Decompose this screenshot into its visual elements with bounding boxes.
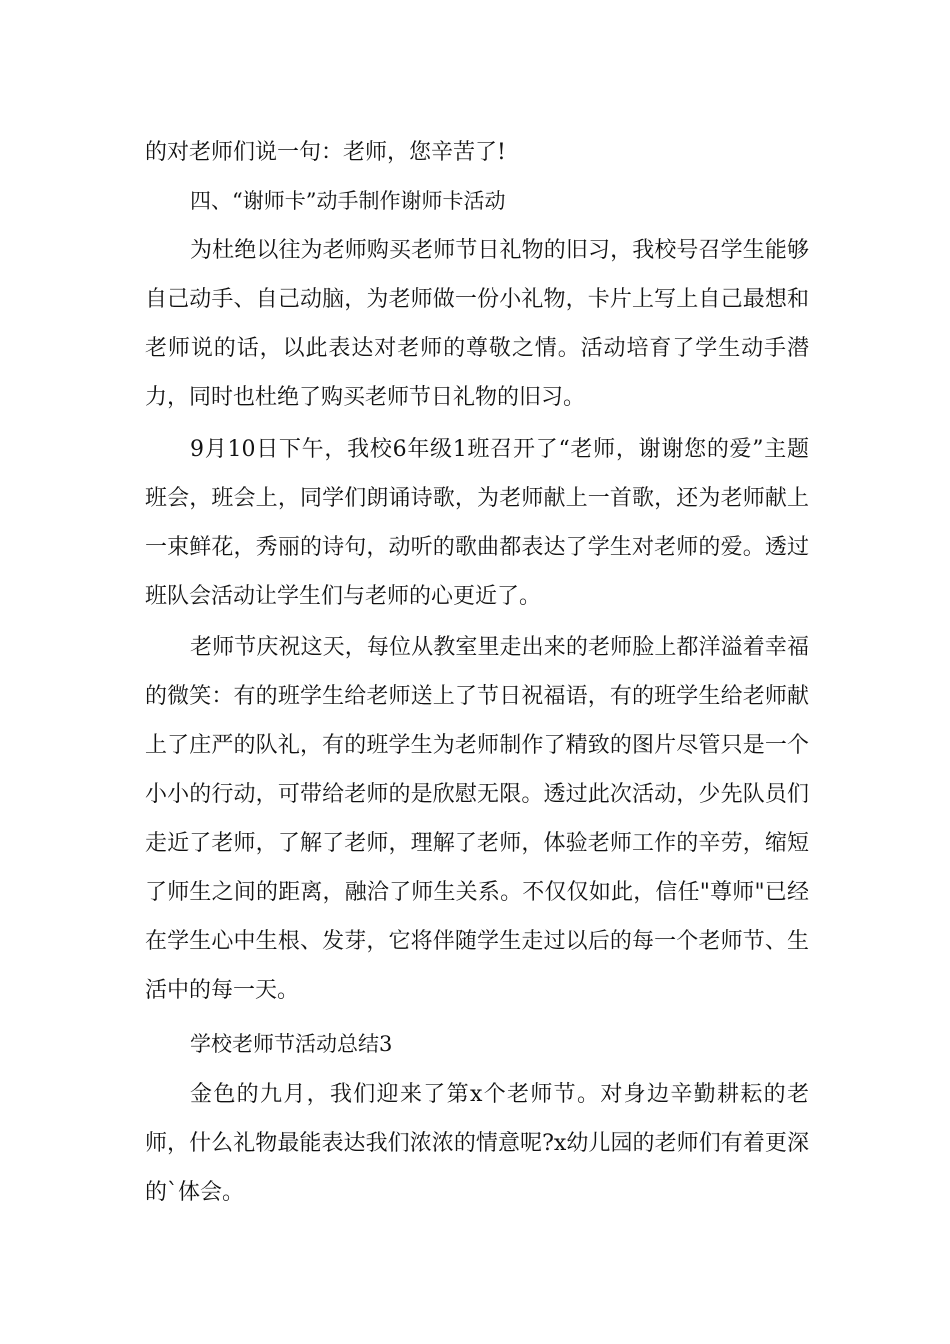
paragraph-teachers-day-celebration: 老师节庆祝这天，每位从教室里走出来的老师脸上都洋溢着幸福的微笑：有的班学生给老师送上了节日祝福语，有的班学生给老师献上了庄严的队礼，有的班学生为老师制作了精致的图片尽管只是一个小小的行动，可带给老师的是欣慰无限。透过此次活动，少先队员们走近了老师，了解了老师，理解了老师，体验老师工作的辛劳，缩短了师生之间的距离，融洽了师生关系。不仅仅如此，信任"尊师"已经在学生心中生根、发芽，它将伴随学生走过以后的每一个老师节、生活中的每一天。 [145, 635, 809, 1003]
paragraph-golden-september: 金色的九月，我们迎来了第x个老师节。对身边辛勤耕耘的老师，什么礼物最能表达我们浓浓的情意呢?x幼儿园的老师们有着更深的`体会。 [145, 1082, 809, 1205]
paragraph-closing-line: 的对老师们说一句：老师，您辛苦了! [145, 140, 506, 165]
section-heading-thank-you-card: 四、“谢师卡”动手制作谢师卡活动 [190, 189, 506, 213]
paragraph-class-meeting: 9月10日下午，我校6年级1班召开了“老师，谢谢您的爱”主题班会，班会上，同学们朗诵诗歌，为老师献上一首歌，还为老师献上一束鲜花，秀丽的诗句，动听的歌曲都表达了学生对老师的爱。透过班队会活动让学生们与老师的心更近了。 [145, 437, 809, 609]
section-heading-summary-3: 学校老师节活动总结3 [190, 1032, 393, 1056]
paragraph-thank-you-card: 为杜绝以往为老师购买老师节日礼物的旧习，我校号召学生能够自己动手、自己动脑，为老师做一份小礼物，卡片上写上自己最想和老师说的话，以此表达对老师的尊敬之情。活动培育了学生动手潜力，同时也杜绝了购买老师节日礼物的旧习。 [145, 238, 809, 410]
